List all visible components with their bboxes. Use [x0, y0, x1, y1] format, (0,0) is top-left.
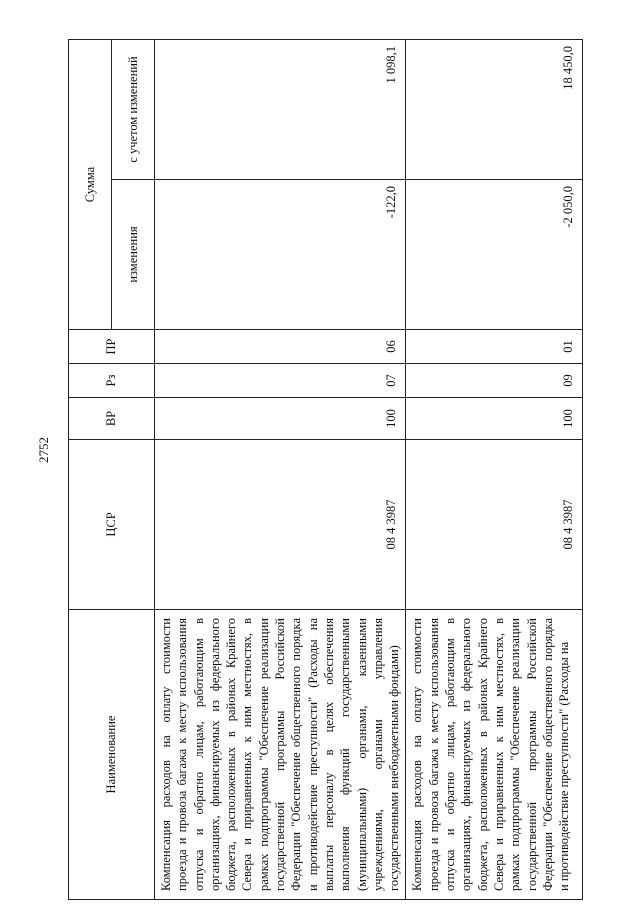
- row-vr: 100: [155, 398, 406, 440]
- budget-table: [68, 39, 583, 900]
- row-name: Компенсация расходов на оплату стоимости проезда и провоза багажа к месту использования отпуска и обратно лицам, работающим в организациях, финансируемых из федерального бюджета, расположенных в районах Крайнего Севера и приравненных к ним местностях, в рамках подпрограммы "Обеспечение реализации государственной программы Российской Федерации "Обеспечение общественного порядка и противодействие преступности" (Расходы на выплаты персоналу в целях обеспечения выполнения функций государственными (муниципальными) органами, казенными учреждениями, органами управления государственными внебюджетными фондами): [155, 610, 406, 900]
- row-rz: 09: [406, 364, 583, 398]
- header-vr: ВР: [69, 398, 155, 440]
- header-with-changes: с учетом изменений: [112, 40, 155, 180]
- row-pr: 01: [406, 330, 583, 364]
- table-row: [155, 40, 406, 900]
- row-csr: 08 4 3987: [155, 440, 406, 610]
- header-rz: Рз: [69, 364, 155, 398]
- header-name: Наименование: [69, 610, 155, 900]
- row-total: 1 098,1: [155, 40, 406, 180]
- header-changes: изменения: [112, 180, 155, 330]
- header-row-top: [69, 40, 112, 900]
- budget-table-rotated: [68, 40, 578, 900]
- row-change: -2 050,0: [406, 180, 583, 330]
- row-total: 18 450,0: [406, 40, 583, 180]
- table-row: [406, 40, 583, 900]
- header-csr: ЦСР: [69, 440, 155, 610]
- row-pr: 06: [155, 330, 406, 364]
- row-change: -122,0: [155, 180, 406, 330]
- row-csr: 08 4 3987: [406, 440, 583, 610]
- page-number: 2752: [36, 437, 51, 463]
- row-rz: 07: [155, 364, 406, 398]
- row-vr: 100: [406, 398, 583, 440]
- header-sum: Сумма: [69, 40, 112, 330]
- row-name: Компенсация расходов на оплату стоимости проезда и провоза багажа к месту использования отпуска и обратно лицам, работающим в организациях, финансируемых из федерального бюджета, расположенных в районах Крайнего Севера и приравненных к ним местностях, в рамках подпрограммы "Обеспечение реализации государственной программы Российской Федерации "Обеспечение общественного порядка и противодействие преступности" (Расходы на: [406, 610, 583, 900]
- header-pr: ПР: [69, 330, 155, 364]
